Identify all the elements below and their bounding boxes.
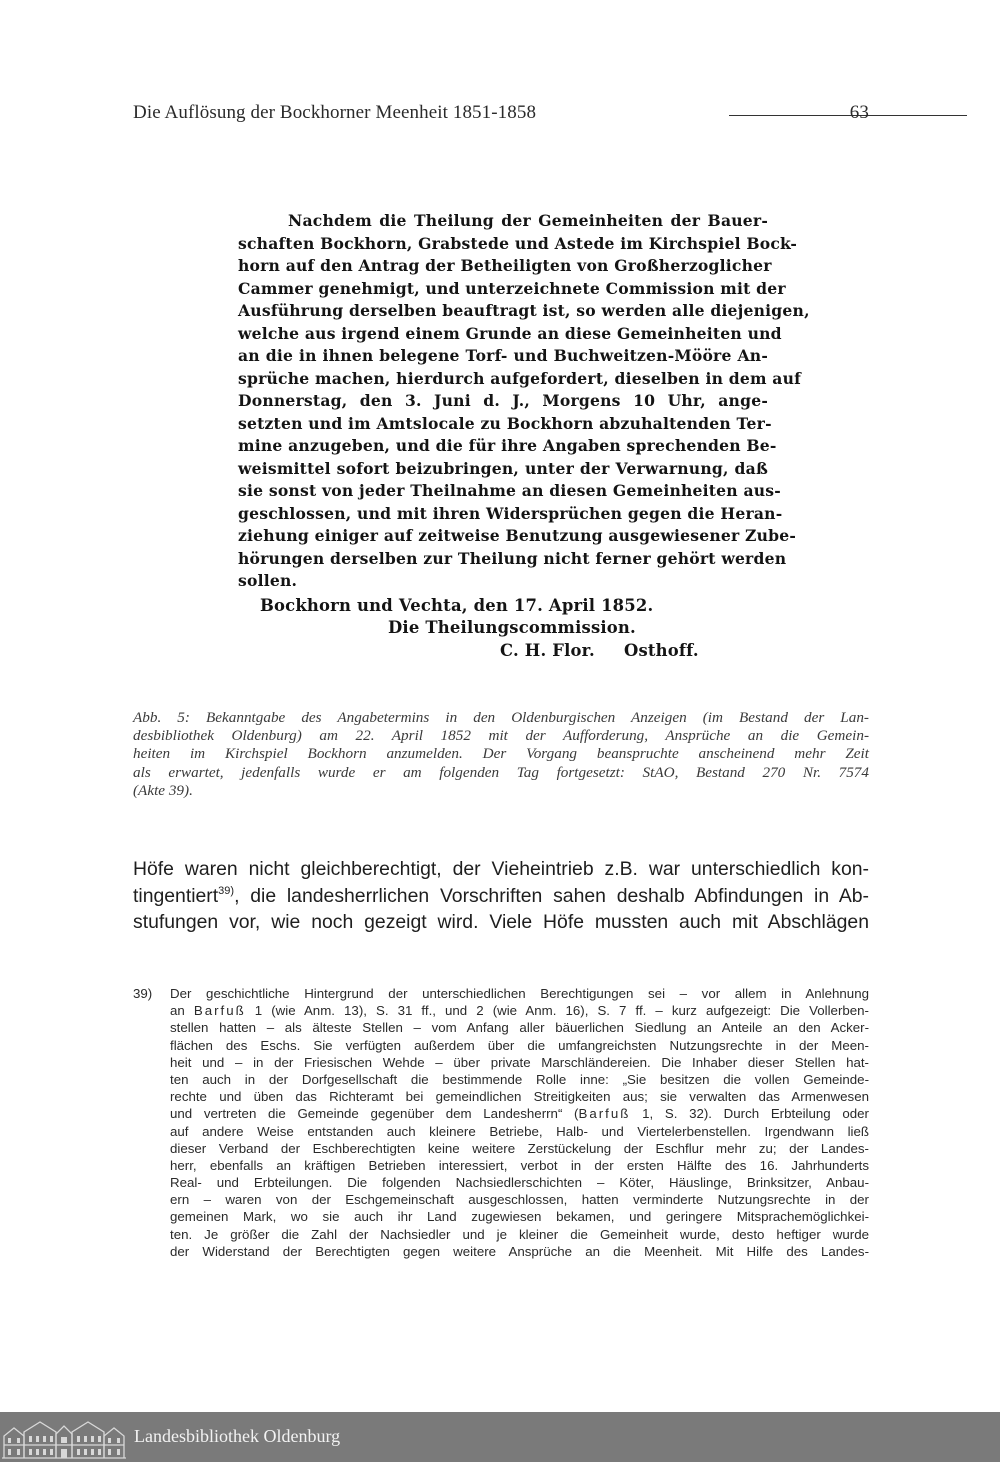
footnote-line bbox=[170, 1002, 869, 1019]
author-name: Barfuß bbox=[578, 1106, 631, 1122]
facsimile-line: sollen. bbox=[238, 571, 298, 590]
footnote-fragment: und vertreten die Gemeinde gegenüber dem Landesherrn“ ( bbox=[170, 1106, 579, 1122]
footnote-line: gemeinen Mark, wo sie auch ihr Land zugewiesen bekamen, und geringere Mitsprachemöglichkei- bbox=[170, 1209, 869, 1225]
signature-osthoff: Osthoff. bbox=[624, 641, 699, 660]
facsimile-line: hörungen derselben zur Theilung nicht ferner gehört werden bbox=[238, 548, 787, 568]
facsimile-line: geschlossen, und mit ihren Widersprüchen gegen die Heran- bbox=[238, 503, 783, 523]
running-header bbox=[133, 102, 869, 128]
footnote-line: auf andere Weise entstanden auch kleinere Betriebe, Halb- und Viertelerbenstellen. Irgendwann ließ bbox=[170, 1123, 869, 1139]
facsimile-line: weismittel sofort beizubringen, unter der Verwarnung, daß bbox=[238, 458, 768, 478]
footnote-number: 39) bbox=[133, 986, 153, 1001]
footnote-line: herr, ebenfalls an kräftigen Betrieben interessiert, verbot in der ersten Hälfte des 16. Jahrhunderts bbox=[170, 1157, 869, 1173]
facsimile-line: welche aus irgend einem Grunde an diese Gemeinheiten und bbox=[238, 323, 782, 343]
author-name: Barfuß bbox=[193, 1003, 246, 1019]
signatures-line bbox=[238, 640, 768, 662]
footnote-reference[interactable]: 39) bbox=[218, 884, 235, 897]
commission-line: Die Theilungscommission. bbox=[388, 618, 636, 637]
caption-line: als erwartet, jedenfalls wurde er am folgenden Tag fortgesetzt: StAO, Bestand 270 Nr. 7574 bbox=[133, 763, 869, 781]
header-rule bbox=[729, 115, 967, 116]
footnote-line bbox=[170, 1105, 869, 1122]
footnote-line: stellen hatten – als älteste Stellen – vom Anfang aller bäuerlichen Siedlung an Anteile an den Acker- bbox=[170, 1020, 869, 1036]
facsimile-line: an die in ihnen belegene Torf- und Buchweitzen-Mööre An- bbox=[238, 346, 768, 365]
facsimile-line: setzten und im Amtslocale zu Bockhorn abzuhaltenden Ter- bbox=[238, 413, 772, 433]
place-date-line: Bockhorn und Vechta, den 17. April 1852. bbox=[260, 596, 654, 615]
facsimile-line: Ausführung derselben beauftragt ist, so werden alle diejenigen, bbox=[238, 301, 810, 320]
footnote-line: rechte und üben das Richteramt bei gemeindlichen Streitigkeiten aus; sie verwalten das Armenwesen bbox=[170, 1089, 869, 1105]
footnote-line: dieser Verband der Eschberechtigten keine weitere Zerstückelung der Eschflur mehr zu; der Landes- bbox=[170, 1140, 869, 1156]
footnote-line: ten auch in der Dorfgesellschaft die bestimmende Rolle inne: „Sie besitzen die vollen Gemeinde- bbox=[170, 1071, 869, 1087]
figure-caption bbox=[133, 709, 869, 800]
footnote-fragment: 1, S. 32). Durch Erbteilung oder bbox=[630, 1106, 869, 1122]
caption-line: Abb. 5: Bekanntgabe des Angabetermins in den Oldenburgischen Anzeigen (im Bestand der Lan- bbox=[133, 709, 869, 726]
caption-line: heiten im Kirchspiel Bockhorn anzumelden. Der Vorgang beanspruchte anscheinend mehr Zeit bbox=[133, 745, 869, 763]
body-line bbox=[133, 883, 869, 910]
facsimile-line: mine anzugeben, und die für ihre Angaben sprechenden Be- bbox=[238, 436, 777, 455]
body-line: stufungen vor, wie noch gezeigt wird. Viele Höfe mussten auch mit Abschlägen bbox=[133, 911, 869, 933]
library-building-logo-icon bbox=[0, 1412, 128, 1462]
facsimile-line: Donnerstag, den 3. Juni d. J., Morgens 10 Uhr, ange- bbox=[238, 391, 768, 410]
footnote-fragment: 1 (wie Anm. 13), S. 31 ff., und 2 (wie Anm. 16), S. 7 ff. – kurz aufgezeigt: Die Vollerben- bbox=[245, 1003, 869, 1019]
library-footer-bar bbox=[0, 1412, 1000, 1462]
body-text-fragment: , die landesherrlichen Vorschriften sahen deshalb Abfindungen in Ab- bbox=[234, 884, 869, 907]
caption-line: desbibliothek Oldenburg) am 22. April 1852 mit der Aufforderung, Ansprüche an die Gemein- bbox=[133, 727, 869, 745]
facsimile-line: schaften Bockhorn, Grabstede und Astede im Kirchspiel Bock- bbox=[238, 233, 798, 253]
facsimile-line: ziehung einiger auf zeitweise Benutzung ausgewiesener Zube- bbox=[238, 526, 797, 545]
footnote-fragment: an bbox=[170, 1003, 194, 1019]
facsimile-line: horn auf den Antrag der Betheiligten von Großherzoglicher bbox=[238, 256, 772, 275]
footnote-line: ten. Je größer die Zahl der Nachsiedler und je kleiner die Gemeinheit wurde, desto heftiger wurde bbox=[170, 1226, 869, 1242]
body-paragraph bbox=[133, 856, 869, 936]
body-line: Höfe waren nicht gleichberechtigt, der Vieheintrieb z.B. war unterschiedlich kon- bbox=[133, 858, 869, 880]
footnote-line: Real- und Erbteilungen. Die folgenden Nachsiedlerschichten – Köter, Häuslinge, Brinksitzer, Anbau- bbox=[170, 1175, 869, 1191]
footnote-line: flächen des Eschs. Sie verfügten außerdem über die umfangreichsten Nutzungsrechte in der Meen- bbox=[170, 1037, 869, 1053]
library-name: Landesbibliothek Oldenburg bbox=[134, 1426, 341, 1446]
running-title: Die Auflösung der Bockhorner Meenheit 1851-1858 bbox=[133, 102, 537, 123]
footnote-line: der Widerstand der Berechtigten gegen weitere Ansprüche an die Meenheit. Mit Hilfe des Landes- bbox=[170, 1243, 869, 1259]
announcement-facsimile bbox=[238, 210, 810, 670]
caption-line: (Akte 39). bbox=[133, 781, 193, 799]
footnote-line: ern – waren von der Eschgemeinschaft ausgeschlossen, hatten verminderte Nutzungsrechte in der bbox=[170, 1192, 869, 1208]
facsimile-line: Nachdem die Theilung der Gemeinheiten der Bauer- bbox=[288, 211, 768, 230]
body-text-fragment: tingentiert bbox=[133, 884, 219, 907]
signature-flor: C. H. Flor. bbox=[500, 641, 595, 660]
facsimile-line: Cammer genehmigt, und unterzeichnete Commission mit der bbox=[238, 278, 786, 298]
footnote-line: Der geschichtliche Hintergrund der unterschiedlichen Berechtigungen sei – vor allem in Anlehnung bbox=[170, 986, 869, 1001]
facsimile-line: sie sonst von jeder Theilnahme an diesen Gemeinheiten aus- bbox=[238, 481, 781, 500]
footnote-line: heit und – in der Friesischen Wehde – über private Marschländereien. Die Inhaber dieser Stellen hat- bbox=[170, 1054, 869, 1070]
facsimile-line: sprüche machen, hierdurch aufgefordert, dieselben in dem auf bbox=[238, 368, 802, 388]
footnote-text bbox=[170, 985, 869, 1260]
page-number: 63 bbox=[849, 102, 869, 123]
